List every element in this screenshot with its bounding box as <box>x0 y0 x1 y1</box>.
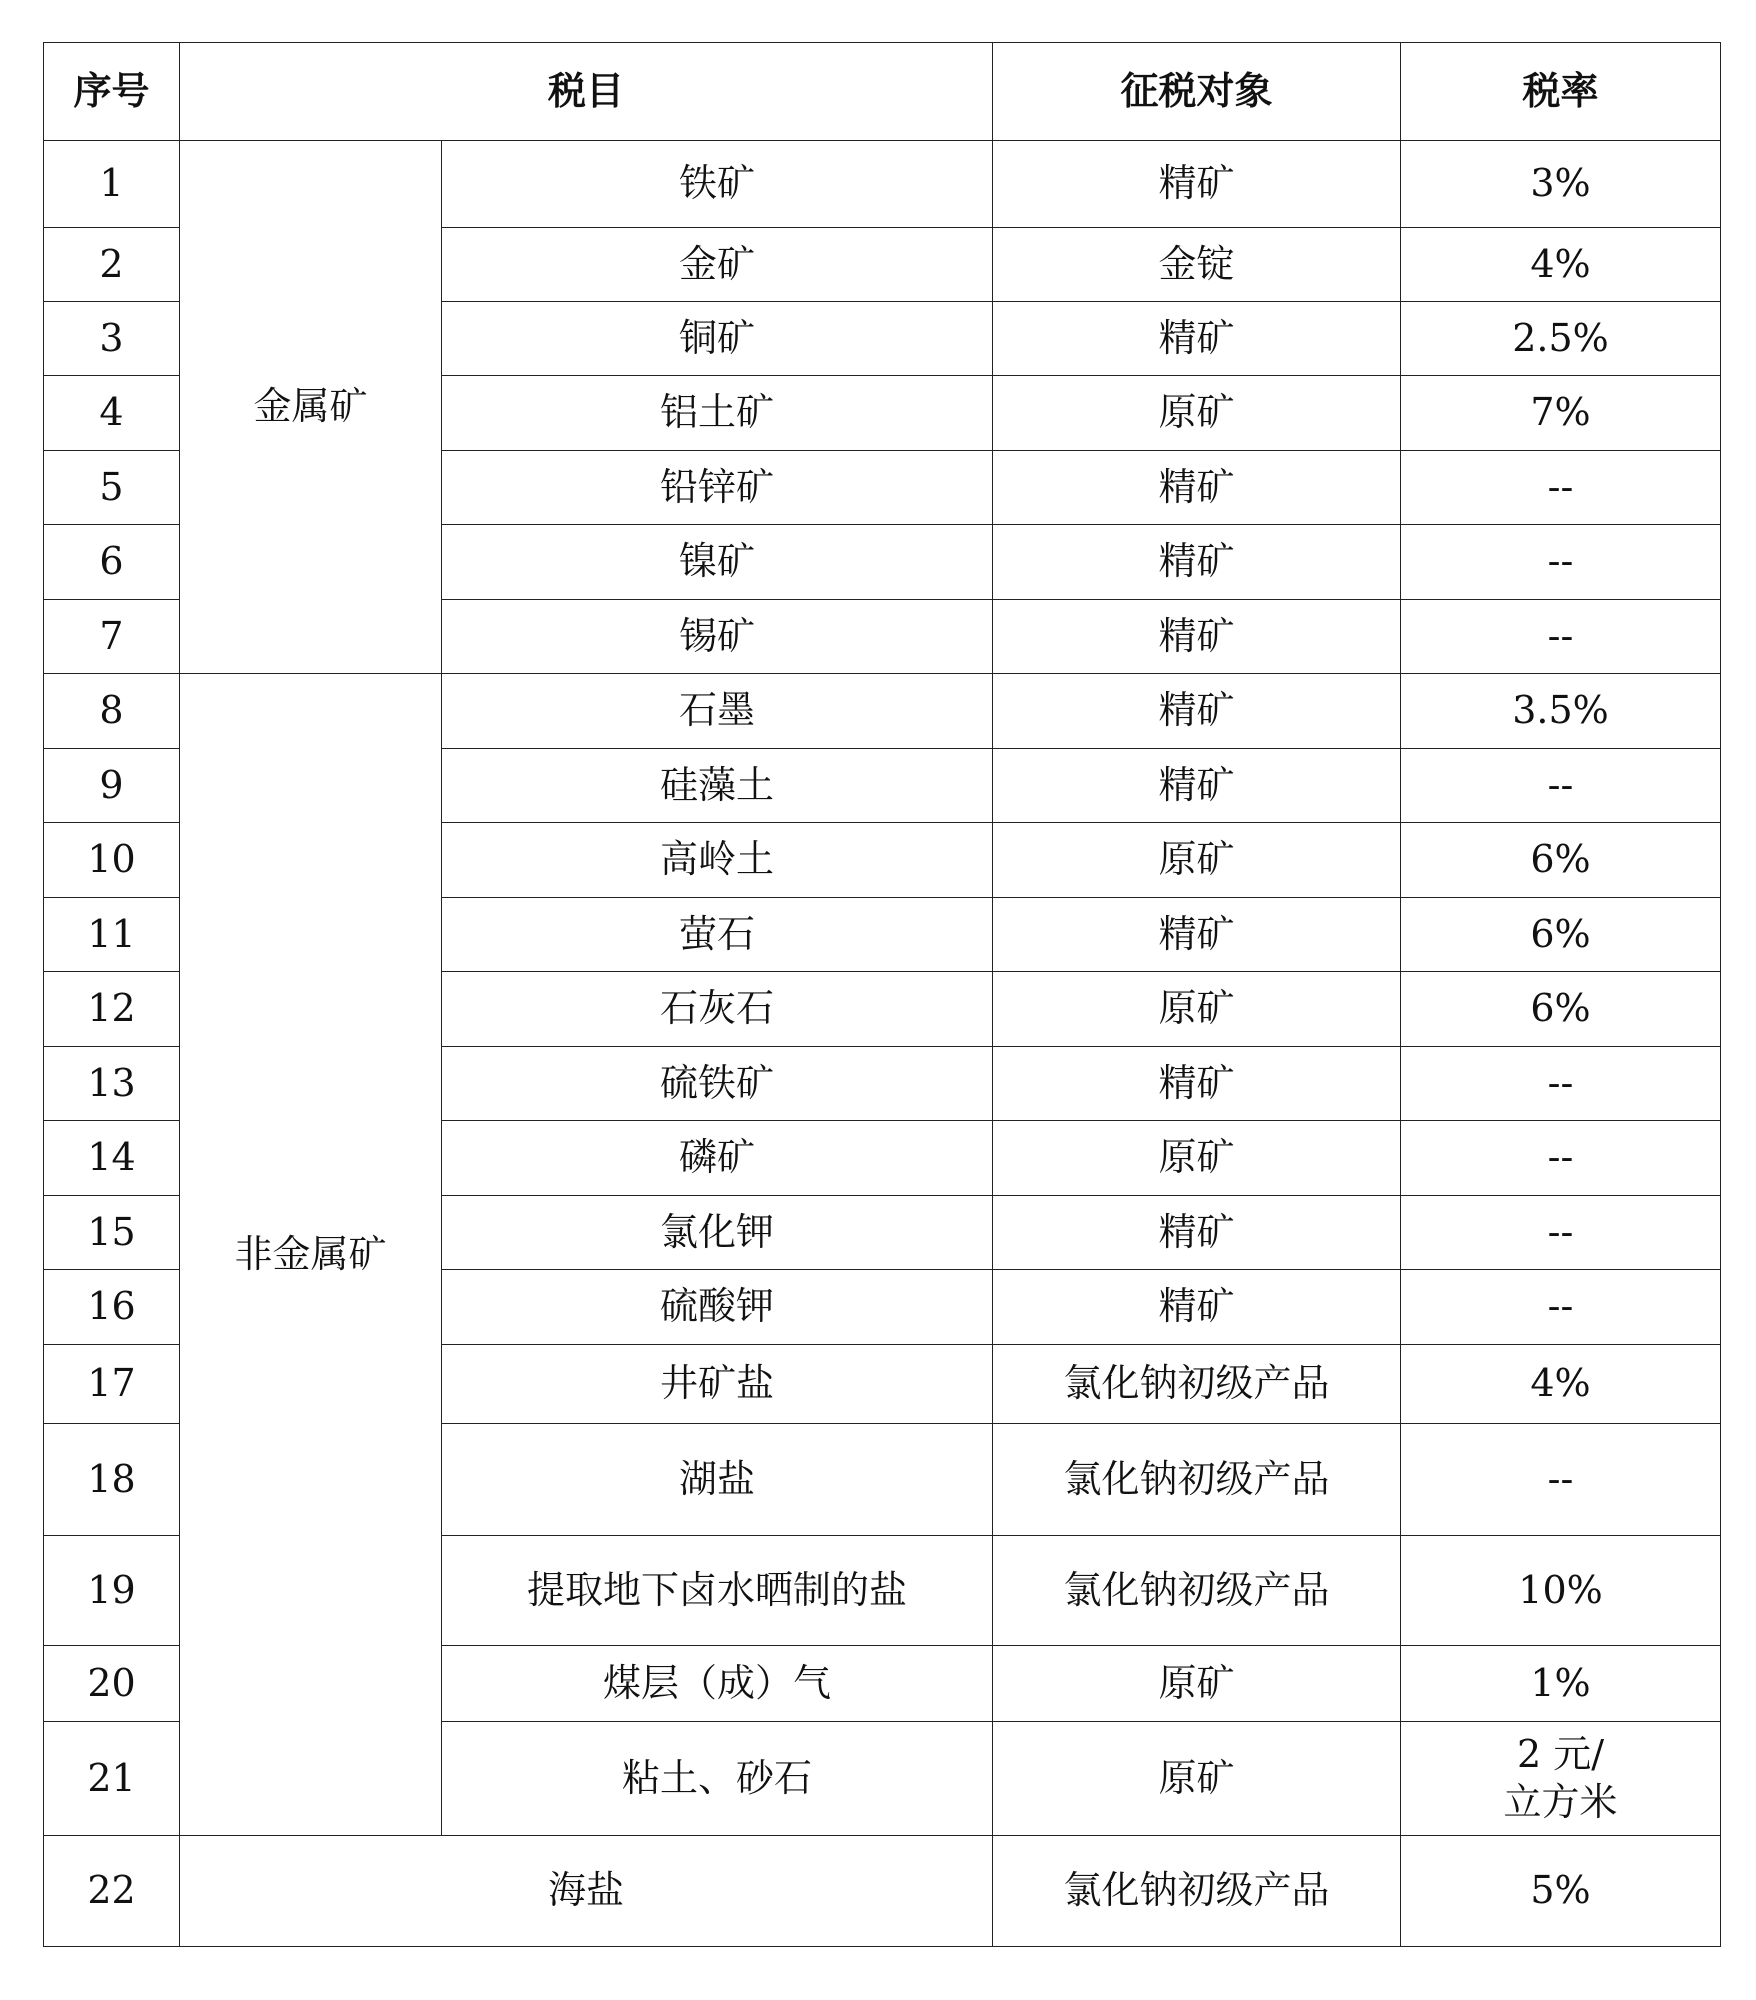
tax-rate: -- <box>1401 600 1721 674</box>
group-nonmetal: 非金属矿 <box>180 674 442 1836</box>
row-number: 11 <box>44 898 180 972</box>
tax-rate-table <box>43 42 1721 1947</box>
row-number: 19 <box>44 1536 180 1646</box>
mineral-name: 石灰石 <box>442 972 993 1047</box>
row-number: 8 <box>44 674 180 749</box>
tax-rate: 10% <box>1401 1536 1721 1646</box>
row-number: 21 <box>44 1722 180 1836</box>
tax-object: 原矿 <box>993 376 1401 451</box>
mineral-name: 铅锌矿 <box>442 451 993 525</box>
tax-rate <box>1401 1722 1721 1836</box>
tax-rate: -- <box>1401 1196 1721 1270</box>
mineral-name: 萤石 <box>442 898 993 972</box>
row-number: 22 <box>44 1836 180 1947</box>
tax-object: 氯化钠初级产品 <box>993 1345 1401 1424</box>
mineral-name: 高岭土 <box>442 823 993 898</box>
mineral-name: 粘土、砂石 <box>442 1722 993 1836</box>
tax-rate: 1% <box>1401 1646 1721 1722</box>
row-number: 17 <box>44 1345 180 1424</box>
tax-rate: -- <box>1401 1121 1721 1196</box>
tax-rate: 6% <box>1401 898 1721 972</box>
mineral-name: 硫酸钾 <box>442 1270 993 1345</box>
table-row <box>44 141 1721 228</box>
group-metal: 金属矿 <box>180 141 442 674</box>
tax-rate: -- <box>1401 1270 1721 1345</box>
tax-object: 精矿 <box>993 451 1401 525</box>
row-number: 18 <box>44 1424 180 1536</box>
row-number: 7 <box>44 600 180 674</box>
header-rate: 税率 <box>1401 43 1721 141</box>
tax-rate: 2.5% <box>1401 302 1721 376</box>
tax-object: 精矿 <box>993 674 1401 749</box>
row-number: 4 <box>44 376 180 451</box>
row-number: 1 <box>44 141 180 228</box>
tax-rate: -- <box>1401 1047 1721 1121</box>
mineral-name: 湖盐 <box>442 1424 993 1536</box>
row-number: 13 <box>44 1047 180 1121</box>
tax-object: 氯化钠初级产品 <box>993 1424 1401 1536</box>
mineral-name: 海盐 <box>180 1836 993 1947</box>
tax-object: 精矿 <box>993 600 1401 674</box>
tax-object: 原矿 <box>993 823 1401 898</box>
tax-object: 精矿 <box>993 1196 1401 1270</box>
tax-rate: 3% <box>1401 141 1721 228</box>
row-number: 16 <box>44 1270 180 1345</box>
mineral-name: 金矿 <box>442 228 993 302</box>
tax-object: 原矿 <box>993 1121 1401 1196</box>
tax-object: 精矿 <box>993 141 1401 228</box>
table-row <box>44 1836 1721 1947</box>
row-number: 3 <box>44 302 180 376</box>
tax-rate: -- <box>1401 525 1721 600</box>
tax-object: 金锭 <box>993 228 1401 302</box>
tax-object: 氯化钠初级产品 <box>993 1836 1401 1947</box>
mineral-name: 硫铁矿 <box>442 1047 993 1121</box>
tax-object: 精矿 <box>993 525 1401 600</box>
tax-rate: 3.5% <box>1401 674 1721 749</box>
tax-object: 精矿 <box>993 302 1401 376</box>
tax-rate-line1: 2 元/ <box>1516 1732 1605 1776</box>
row-number: 14 <box>44 1121 180 1196</box>
mineral-name: 铜矿 <box>442 302 993 376</box>
mineral-name: 石墨 <box>442 674 993 749</box>
mineral-name: 提取地下卤水晒制的盐 <box>442 1536 993 1646</box>
row-number: 15 <box>44 1196 180 1270</box>
tax-rate: 6% <box>1401 972 1721 1047</box>
row-number: 9 <box>44 749 180 823</box>
tax-rate: 4% <box>1401 1345 1721 1424</box>
mineral-name: 井矿盐 <box>442 1345 993 1424</box>
header-seq: 序号 <box>44 43 180 141</box>
mineral-name: 硅藻土 <box>442 749 993 823</box>
tax-object: 精矿 <box>993 898 1401 972</box>
row-number: 5 <box>44 451 180 525</box>
tax-rate-line2: 立方米 <box>1503 1779 1618 1824</box>
tax-rate: 5% <box>1401 1836 1721 1947</box>
tax-object: 原矿 <box>993 1722 1401 1836</box>
mineral-name: 镍矿 <box>442 525 993 600</box>
tax-object: 精矿 <box>993 749 1401 823</box>
tax-object: 原矿 <box>993 1646 1401 1722</box>
tax-object: 原矿 <box>993 972 1401 1047</box>
header-row <box>44 43 1721 141</box>
header-object: 征税对象 <box>993 43 1401 141</box>
table-row <box>44 674 1721 749</box>
row-number: 2 <box>44 228 180 302</box>
tax-rate: -- <box>1401 1424 1721 1536</box>
tax-rate: -- <box>1401 451 1721 525</box>
header-item: 税目 <box>180 43 993 141</box>
row-number: 6 <box>44 525 180 600</box>
tax-rate: -- <box>1401 749 1721 823</box>
row-number: 12 <box>44 972 180 1047</box>
mineral-name: 磷矿 <box>442 1121 993 1196</box>
tax-object: 精矿 <box>993 1047 1401 1121</box>
tax-object: 精矿 <box>993 1270 1401 1345</box>
row-number: 20 <box>44 1646 180 1722</box>
row-number: 10 <box>44 823 180 898</box>
mineral-name: 煤层（成）气 <box>442 1646 993 1722</box>
tax-object: 氯化钠初级产品 <box>993 1536 1401 1646</box>
tax-rate: 4% <box>1401 228 1721 302</box>
tax-rate: 6% <box>1401 823 1721 898</box>
mineral-name: 锡矿 <box>442 600 993 674</box>
mineral-name: 氯化钾 <box>442 1196 993 1270</box>
tax-rate: 7% <box>1401 376 1721 451</box>
mineral-name: 铁矿 <box>442 141 993 228</box>
mineral-name: 铝土矿 <box>442 376 993 451</box>
